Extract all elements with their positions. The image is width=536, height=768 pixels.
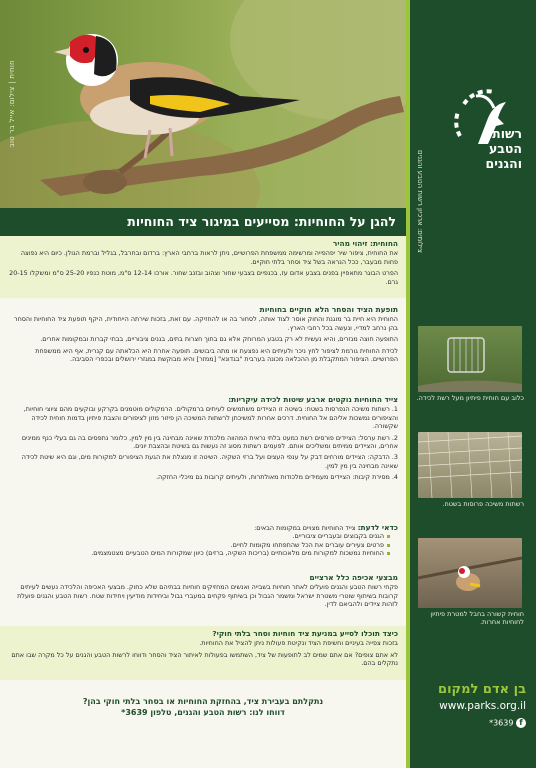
method-3: 3. הדבקה: הציידים מורחים דבק על ענפי העצים ועל ברזי השקיה. השיטה זו מנצלת את הגעת הציפורים למקורות מים, וגם היא שיטת לכידה שאינה מבחינה בין מין למין. (21, 453, 398, 470)
method-4: 4. מסירת קיבות: הציידים מעמידים מלכודות מאולתרות, ולעיתים קרובות גם מיכלי החזקה. (155, 473, 398, 482)
thumb-tethered-bird (418, 538, 522, 608)
hero-photo (0, 0, 406, 208)
photo-credit: חוחית | צילום: אייל בר טוב (8, 60, 16, 148)
caption-cage: כלוב עם חוחית פיתיון מעל רשת לכידה. (416, 394, 524, 402)
main-title: להגן על החוחיות: מסייעים במיגור ציד החוחיות (0, 208, 406, 236)
hunting-paragraph-3: לכידת החוחית גורמת לציפור לחץ ניכר ולעיתים היא נפצעת או מתה ביבושים. תופעה אחרת היא הכלאתה עם קנרית, אף היא ממשפחת הפרושיים. הציפור המתקבלת מן ההכלאה מכונה בערבית "בגדונא" [ממזר] והיא מבוקשת במגזרי ירושלים ובכפרי הסביבה. (35, 346, 398, 364)
help-paragraph-1: בזכות צפייה בעיניים וחשיפת הציד ונקיטת פעולות ניתן להציל את החוחיות. (199, 639, 398, 648)
list-item: פרטים צעירים עוברים את הכל שהתפתחו מקומות לחיים. (8, 541, 390, 549)
methods-heading: צייד החוחיות נוקטים ארבע שיטות לכידה עיקריות: (228, 395, 398, 404)
method-2: 2. רשת ערסל: הציידים פורסים רשת כמעט בלתי נראית המהווה מלכודת שאינה מבחינה בין מין למין, כלומר נתפסים בה גם בעלי כנף ממינים אחרים, והציידים ממיתים ומשליכים אותם. לפעמים רשתות מסוג זה נעשות גם בשיטת ובהצבת יונים. (21, 433, 398, 451)
hunting-paragraph-1: החוחית היא חיית בר מוגנת והחוק אוסר לצוד אותה, לסחור בה או להחזיקה. עם זאת, בזכות שירתה הייחודית, היקף תופעת ציד החוחיות והסחר בהן נרחב למדיי, ונעשה בכל רחבי הארץ. (13, 315, 398, 332)
intro-section (8, 240, 398, 289)
facts-heading: כדאי לדעת: (357, 523, 398, 532)
hunting-heading: תופעת הציד והסחר הלא חוקיים בחוחיות (259, 305, 398, 314)
hunting-section (8, 306, 398, 366)
enforcement-section (8, 574, 398, 612)
intro-paragraph-2: הפרט הבוגר מתאפיין בפנים בצבע אדום עז, בכנפיים בצבעי שחור וצהוב ובזנב שחור. אורכו 12-14 ס"מ, מוטת כנפיו 25-20 ס"מ ומשקלו 20-15 גרם. (9, 269, 398, 286)
help-section (8, 630, 398, 671)
footer (0, 684, 406, 768)
logo-wordmark: רשות הטבע והגנים (485, 126, 522, 171)
caption-tethered: חוחית קשורה בחבל למטרת פיתיון לחוחיות אחרות. (430, 610, 524, 626)
tagline: בן אדם למקום (438, 682, 526, 697)
enforcement-paragraph: פקחי רשות הטבע והגנים פועלים לאתר חוחיות בשבייה ואנשים המחזיקים חוחיות בבתיהם שלא כחוק. מבצעי האכיפה והלכידה נעשים לעיתים קרובות בשיתוף שוטרי משטרת ישראל ומשמר הגבול וכן בשיתוף פקחים במעברי גבול וביחידות מודיעין ויחידות שטח. רשות הטבע והגנים פועלת לזהות ציידים ולהביאם לדין. (17, 583, 398, 609)
footer-line-2: דווחו לנו: רשות הטבע והגנים, טלפון 3639* (121, 708, 285, 717)
list-item: הגנים בקבוצים ובעבריים ציבוריים. (8, 532, 390, 540)
hunting-paragraph-2: התופעה חוצה מגזרים, והיא נעשית לא רק בטבע המרוחק אלא גם בתוך חצרות בתים, בגנים ציבוריים, בבתי קברות ובמקומות אחרים. (40, 335, 398, 344)
side-photo-credit: צילומים: ארכיון רשות הטבע והגנים (416, 150, 424, 253)
side-stripe (406, 0, 410, 768)
intro-paragraph-1: את החוחית, ציפור שיר יפהפייה ומרשימה ממשפחת הפרושיים, ניתן לראות ברחבי הארץ: ברדום ובחרבל, בגליל וברמת הגולן. כיום היא נפוצה פחות מבעבר, ככל הנראה בשל ציד וסחר בלתי חוקיים. (20, 249, 398, 266)
facts-list (8, 532, 398, 557)
help-paragraph-2: לא אתם צופים? אם אתם שמים לב לתופעות של ציד, השתמשו בפעולות לאיתור הציד והסחר ודווחו לרשות הטבע והגנים על כל מקרה שבו אתם נתקלים בהם. (11, 650, 398, 668)
thumb-nets (418, 432, 522, 498)
caption-nets: רשתות משיכה פרוסות בשטח. (442, 500, 524, 508)
list-item: החוחיות נמשכות למקורות מים מלאכותיים (בריכות השקיה, ברזים) כיוון שמקורות המים הטבעיים מצטמצמים. (8, 549, 390, 557)
website-link[interactable]: www.parks.org.il (439, 700, 526, 712)
enforcement-heading: מבצעי אכיפה כלל ארציים (309, 573, 398, 582)
footer-line-1: נתקלתם בעבירת ציד, בהחזקת החוחיות או בסחר בלתי חוקי בהן? (82, 697, 324, 706)
facebook-icon[interactable]: f (516, 718, 526, 728)
help-heading: כיצד תוכלו לסייע במניעת ציד חוחיות וסחר בלתי חוקי? (212, 629, 398, 638)
intro-heading: החוחית: זיהוי מהיר (332, 239, 398, 248)
goldfinch-illustration (0, 0, 406, 208)
phone-number: *3639 (489, 718, 514, 728)
facts-intro: צייד החוחיות מצויים במקומות הבאים: (254, 524, 356, 532)
phone-line (414, 718, 526, 728)
thumb-cage-trap (418, 326, 522, 392)
methods-section (8, 396, 398, 485)
method-1: 1. רשתות משיכה הנפרסות בשטח: בשיטה זו הציידים משתמשים לעיתים ברמקולים. הרמקולים מוטמנים בקרקע ובוקעים מהם ציוצי חוחיות, והציפורים נמשכות אליהם אל החוחית. דרכים אחרות למשיכתן לרשתות המשיכה הן פיזור מזון לציפורים והצבת פיתיון בדמות חוחית לכידה שקשורה. (23, 405, 398, 431)
facts-section (8, 524, 398, 558)
